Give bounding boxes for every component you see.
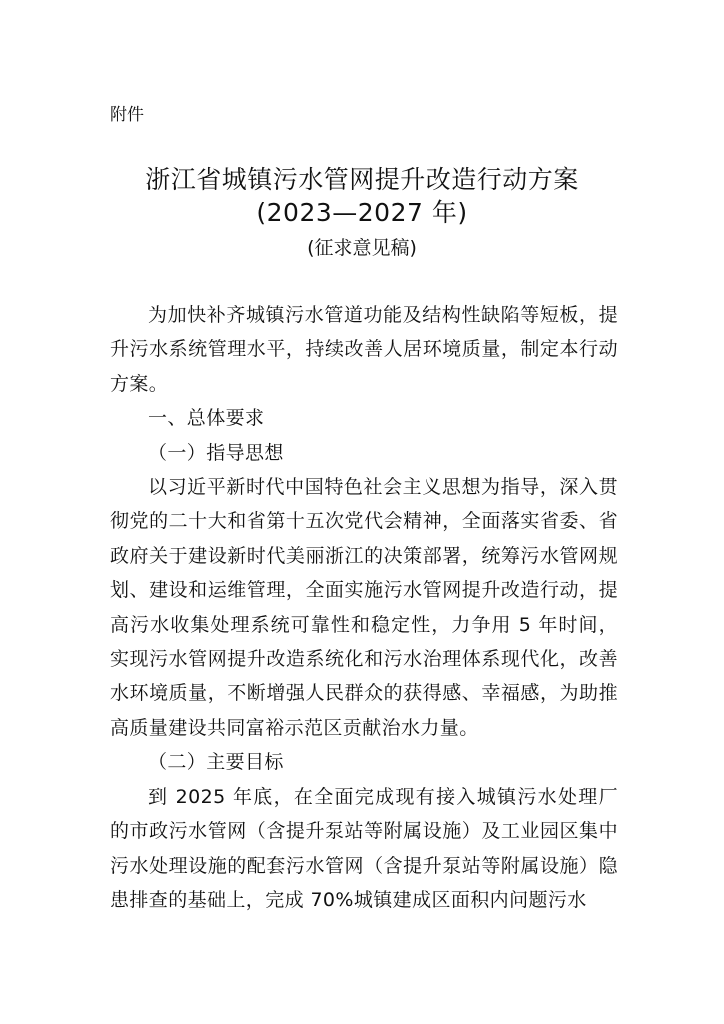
guiding-ideology-paragraph: 以习近平新时代中国特色社会主义思想为指导，深入贯彻党的二十大和省第十五次党代会精神，全面落实省委、省政府关于建设新时代美丽浙江的决策部署，统筹污水管网规划、建设和运维管理，全面实施污水管网提升改造行动，提高污水收集处理系统可靠性和稳定性，力争用 5 年时间，实现污水管网提升改造系统化和污水治理体系现代化，改善水环境质量，不断增强人民群众的获得感、幸福感，为助推高质量建设共同富裕示范区贡献治水力量。	[110, 476, 618, 739]
intro-paragraph: 为加快补齐城镇污水管道功能及结构性缺陷等短板，提升污水系统管理水平，持续改善人居环境质量，制定本行动方案。	[110, 304, 618, 395]
section-heading-general-requirements: 一、总体要求	[148, 407, 265, 430]
document-body	[110, 298, 618, 917]
document-title-years: (2023—2027 年)	[256, 198, 468, 227]
subsection-heading-guiding-ideology: （一）指导思想	[148, 441, 284, 464]
subsection-heading-main-goals: （二）主要目标	[148, 751, 284, 774]
main-goals-paragraph: 到 2025 年底，在全面完成现有接入城镇污水处理厂的市政污水管网（含提升泵站等附属设施）及工业园区集中污水处理设施的配套污水管网（含提升泵站等附属设施）隐患排查的基础上，完成 70%城镇建成区面积内问题污水	[110, 785, 618, 911]
document-title: 浙江省城镇污水管网提升改造行动方案	[145, 165, 579, 194]
attachment-label: 附件	[110, 105, 144, 125]
draft-note: (征求意见稿)	[307, 237, 417, 259]
